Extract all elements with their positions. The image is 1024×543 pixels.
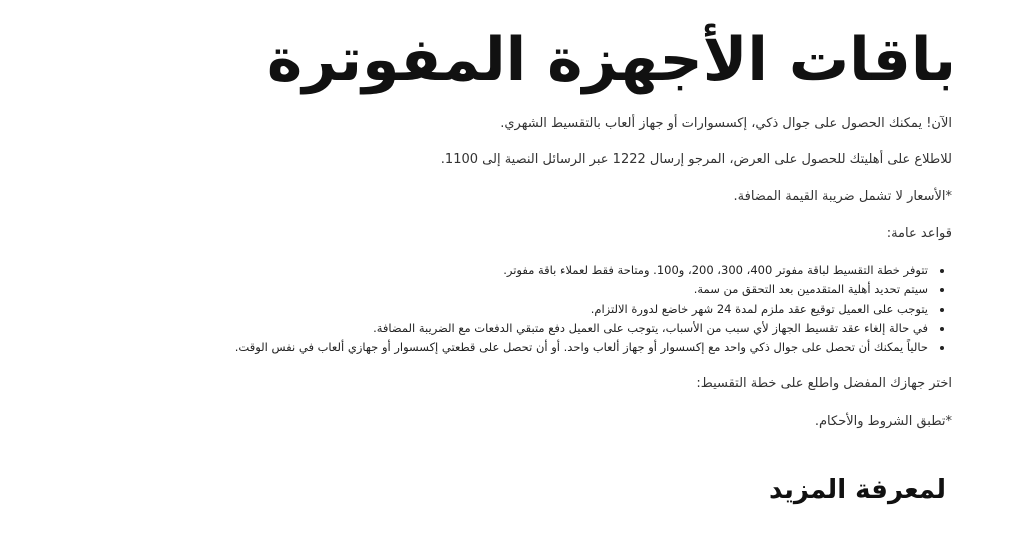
choose-device-text: اختر جهازك المفضل واطلع على خطة التقسيط: (696, 376, 952, 391)
terms-note: *تطبق الشروط والأحكام. (814, 414, 952, 429)
list-item: • تتوفر خطة التقسيط لباقة مفوتر 400، 300، 200، و100. ومتاحة فقط لعملاء باقة مفوتر. (235, 261, 930, 280)
rules-heading: قواعد عامة: (886, 226, 952, 241)
list-item: • سيتم تحديد أهلية المتقدمين بعد التحقق من سمة. (235, 280, 930, 299)
list-item: • حالياً يمكنك أن تحصل على جوال ذكي واحد مع إكسسوار أو جهاز ألعاب واحد. أو أن تحصل على قطعتي إكسسوار أو جهازي ألعاب في نفس الوقت. (235, 338, 930, 357)
list-item: • يتوجب على العميل توقيع عقد ملزم لمدة 24 شهر خاضع لدورة الالتزام. (235, 300, 930, 319)
intro-text: الآن! يمكنك الحصول على جوال ذكي، إكسسوارات أو جهاز ألعاب بالتقسيط الشهري. (500, 116, 952, 131)
page-title: باقات الأجهزة المفوترة (266, 25, 956, 95)
learn-more-heading: لمعرفة المزيد (769, 475, 946, 505)
vat-note: *الأسعار لا تشمل ضريبة القيمة المضافة. (733, 189, 952, 204)
rules-list (235, 261, 952, 357)
list-item: • في حالة إلغاء عقد تقسيط الجهاز لأي سبب من الأسباب، يتوجب على العميل دفع متبقي الدفعات مع الضريبة المضافة. (235, 319, 930, 338)
eligibility-text: للاطلاع على أهليتك للحصول على العرض، المرجو إرسال 1222 عبر الرسائل النصية إلى 1100. (440, 152, 952, 167)
